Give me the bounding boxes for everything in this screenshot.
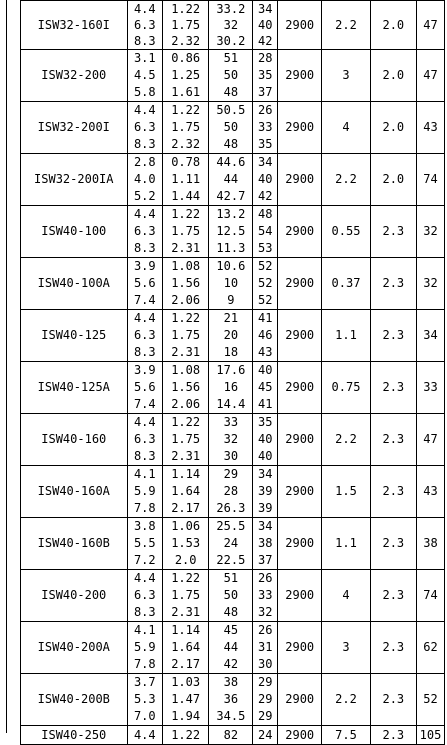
page-margin-line	[6, 0, 7, 733]
efficiency-cell: 26 33 32	[253, 570, 278, 622]
speed-cell: 2900	[278, 414, 322, 466]
power-cell: 0.55	[322, 206, 370, 258]
npsh-cell: 2.0	[370, 154, 416, 206]
npsh-cell: 2.0	[370, 1, 416, 50]
efficiency-cell: 48 54 53	[253, 206, 278, 258]
table-row	[21, 674, 445, 726]
table-row	[21, 466, 445, 518]
power-cell: 3	[322, 622, 370, 674]
speed-cell: 2900	[278, 102, 322, 154]
power-cell: 2.2	[322, 674, 370, 726]
power-cell: 0.75	[322, 362, 370, 414]
table-row	[21, 154, 445, 206]
table-row	[21, 102, 445, 154]
npsh-cell: 2.3	[370, 518, 416, 570]
npsh-cell: 2.3	[370, 726, 416, 745]
speed-cell: 2900	[278, 1, 322, 50]
weight-cell: 47	[416, 414, 444, 466]
weight-cell: 105	[416, 726, 444, 745]
npsh-cell: 2.3	[370, 466, 416, 518]
power-cell: 1.1	[322, 310, 370, 362]
weight-cell: 47	[416, 50, 444, 102]
flow-cell: 4.4 6.3 8.3	[127, 310, 163, 362]
head-cell: 21 20 18	[209, 310, 253, 362]
speed-cell: 2900	[278, 466, 322, 518]
model-cell: ISW40-200	[21, 570, 128, 622]
power-cell: 2.2	[322, 1, 370, 50]
flow-cell: 3.9 5.6 7.4	[127, 362, 163, 414]
weight-cell: 52	[416, 674, 444, 726]
model-cell: ISW40-250	[21, 726, 128, 745]
efficiency-cell: 28 35 37	[253, 50, 278, 102]
weight-cell: 62	[416, 622, 444, 674]
flow-cell: 4.1 5.9 7.8	[127, 466, 163, 518]
model-cell: ISW40-160	[21, 414, 128, 466]
flow-m3-cell: 1.22 1.75 2.31	[163, 414, 209, 466]
head-cell: 82	[209, 726, 253, 745]
model-cell: ISW32-200IA	[21, 154, 128, 206]
model-cell: ISW40-125	[21, 310, 128, 362]
flow-m3-cell: 1.03 1.47 1.94	[163, 674, 209, 726]
weight-cell: 47	[416, 1, 444, 50]
flow-m3-cell: 1.22 1.75 2.31	[163, 206, 209, 258]
head-cell: 17.6 16 14.4	[209, 362, 253, 414]
flow-cell: 3.8 5.5 7.2	[127, 518, 163, 570]
head-cell: 10.6 10 9	[209, 258, 253, 310]
flow-cell: 4.4 6.3 8.3	[127, 206, 163, 258]
efficiency-cell: 26 31 30	[253, 622, 278, 674]
speed-cell: 2900	[278, 362, 322, 414]
power-cell: 4	[322, 102, 370, 154]
power-cell: 2.2	[322, 414, 370, 466]
weight-cell: 43	[416, 102, 444, 154]
model-cell: ISW40-160B	[21, 518, 128, 570]
speed-cell: 2900	[278, 50, 322, 102]
model-cell: ISW40-200A	[21, 622, 128, 674]
head-cell: 13.2 12.5 11.3	[209, 206, 253, 258]
head-cell: 50.5 50 48	[209, 102, 253, 154]
flow-m3-cell: 1.22 1.75 2.32	[163, 1, 209, 50]
table-row	[21, 1, 445, 50]
efficiency-cell: 24	[253, 726, 278, 745]
power-cell: 7.5	[322, 726, 370, 745]
head-cell: 51 50 48	[209, 50, 253, 102]
flow-m3-cell: 1.14 1.64 2.17	[163, 622, 209, 674]
npsh-cell: 2.3	[370, 674, 416, 726]
head-cell: 38 36 34.5	[209, 674, 253, 726]
model-cell: ISW40-160A	[21, 466, 128, 518]
flow-cell: 4.4	[127, 726, 163, 745]
speed-cell: 2900	[278, 206, 322, 258]
npsh-cell: 2.0	[370, 102, 416, 154]
table-row	[21, 518, 445, 570]
efficiency-cell: 34 40 42	[253, 1, 278, 50]
speed-cell: 2900	[278, 622, 322, 674]
speed-cell: 2900	[278, 310, 322, 362]
efficiency-cell: 40 45 41	[253, 362, 278, 414]
model-cell: ISW40-100A	[21, 258, 128, 310]
npsh-cell: 2.3	[370, 206, 416, 258]
head-cell: 25.5 24 22.5	[209, 518, 253, 570]
power-cell: 0.37	[322, 258, 370, 310]
flow-m3-cell: 1.06 1.53 2.0	[163, 518, 209, 570]
head-cell: 33 32 30	[209, 414, 253, 466]
flow-m3-cell: 1.22 1.75 2.32	[163, 102, 209, 154]
weight-cell: 33	[416, 362, 444, 414]
npsh-cell: 2.3	[370, 362, 416, 414]
speed-cell: 2900	[278, 518, 322, 570]
model-cell: ISW40-100	[21, 206, 128, 258]
flow-cell: 2.8 4.0 5.2	[127, 154, 163, 206]
model-cell: ISW32-200I	[21, 102, 128, 154]
power-cell: 3	[322, 50, 370, 102]
speed-cell: 2900	[278, 258, 322, 310]
npsh-cell: 2.3	[370, 258, 416, 310]
table-row	[21, 206, 445, 258]
table-row	[21, 258, 445, 310]
weight-cell: 38	[416, 518, 444, 570]
head-cell: 45 44 42	[209, 622, 253, 674]
table-row	[21, 50, 445, 102]
flow-m3-cell: 1.22 1.75 2.31	[163, 570, 209, 622]
flow-cell: 4.4 6.3 8.3	[127, 1, 163, 50]
efficiency-cell: 34 38 37	[253, 518, 278, 570]
flow-cell: 3.1 4.5 5.8	[127, 50, 163, 102]
weight-cell: 32	[416, 258, 444, 310]
model-cell: ISW32-200	[21, 50, 128, 102]
table-row-partial	[21, 726, 445, 745]
model-cell: ISW40-200B	[21, 674, 128, 726]
head-cell: 44.6 44 42.7	[209, 154, 253, 206]
flow-m3-cell: 1.14 1.64 2.17	[163, 466, 209, 518]
npsh-cell: 2.3	[370, 622, 416, 674]
weight-cell: 32	[416, 206, 444, 258]
flow-m3-cell: 1.08 1.56 2.06	[163, 362, 209, 414]
flow-m3-cell: 1.08 1.56 2.06	[163, 258, 209, 310]
power-cell: 1.5	[322, 466, 370, 518]
efficiency-cell: 29 29 29	[253, 674, 278, 726]
table-row	[21, 570, 445, 622]
weight-cell: 34	[416, 310, 444, 362]
flow-m3-cell: 1.22 1.75 2.31	[163, 310, 209, 362]
efficiency-cell: 35 40 40	[253, 414, 278, 466]
speed-cell: 2900	[278, 154, 322, 206]
table-row	[21, 310, 445, 362]
weight-cell: 74	[416, 154, 444, 206]
model-cell: ISW32-160I	[21, 1, 128, 50]
speed-cell: 2900	[278, 674, 322, 726]
table-row	[21, 622, 445, 674]
flow-m3-cell: 0.86 1.25 1.61	[163, 50, 209, 102]
model-cell: ISW40-125A	[21, 362, 128, 414]
speed-cell: 2900	[278, 570, 322, 622]
efficiency-cell: 52 52 52	[253, 258, 278, 310]
table-row	[21, 414, 445, 466]
flow-cell: 4.1 5.9 7.8	[127, 622, 163, 674]
efficiency-cell: 26 33 35	[253, 102, 278, 154]
head-cell: 51 50 48	[209, 570, 253, 622]
power-cell: 4	[322, 570, 370, 622]
npsh-cell: 2.3	[370, 310, 416, 362]
npsh-cell: 2.3	[370, 570, 416, 622]
flow-cell: 4.4 6.3 8.3	[127, 570, 163, 622]
efficiency-cell: 34 39 39	[253, 466, 278, 518]
power-cell: 2.2	[322, 154, 370, 206]
efficiency-cell: 34 40 42	[253, 154, 278, 206]
flow-cell: 3.9 5.6 7.4	[127, 258, 163, 310]
npsh-cell: 2.3	[370, 414, 416, 466]
flow-cell: 4.4 6.3 8.3	[127, 414, 163, 466]
pump-spec-body	[21, 1, 445, 745]
head-cell: 29 28 26.3	[209, 466, 253, 518]
efficiency-cell: 41 46 43	[253, 310, 278, 362]
head-cell: 33.2 32 30.2	[209, 1, 253, 50]
pump-spec-table	[20, 0, 445, 745]
speed-cell: 2900	[278, 726, 322, 745]
power-cell: 1.1	[322, 518, 370, 570]
flow-cell: 3.7 5.3 7.0	[127, 674, 163, 726]
flow-m3-cell: 1.22	[163, 726, 209, 745]
flow-m3-cell: 0.78 1.11 1.44	[163, 154, 209, 206]
flow-cell: 4.4 6.3 8.3	[127, 102, 163, 154]
npsh-cell: 2.0	[370, 50, 416, 102]
weight-cell: 43	[416, 466, 444, 518]
weight-cell: 74	[416, 570, 444, 622]
table-row	[21, 362, 445, 414]
